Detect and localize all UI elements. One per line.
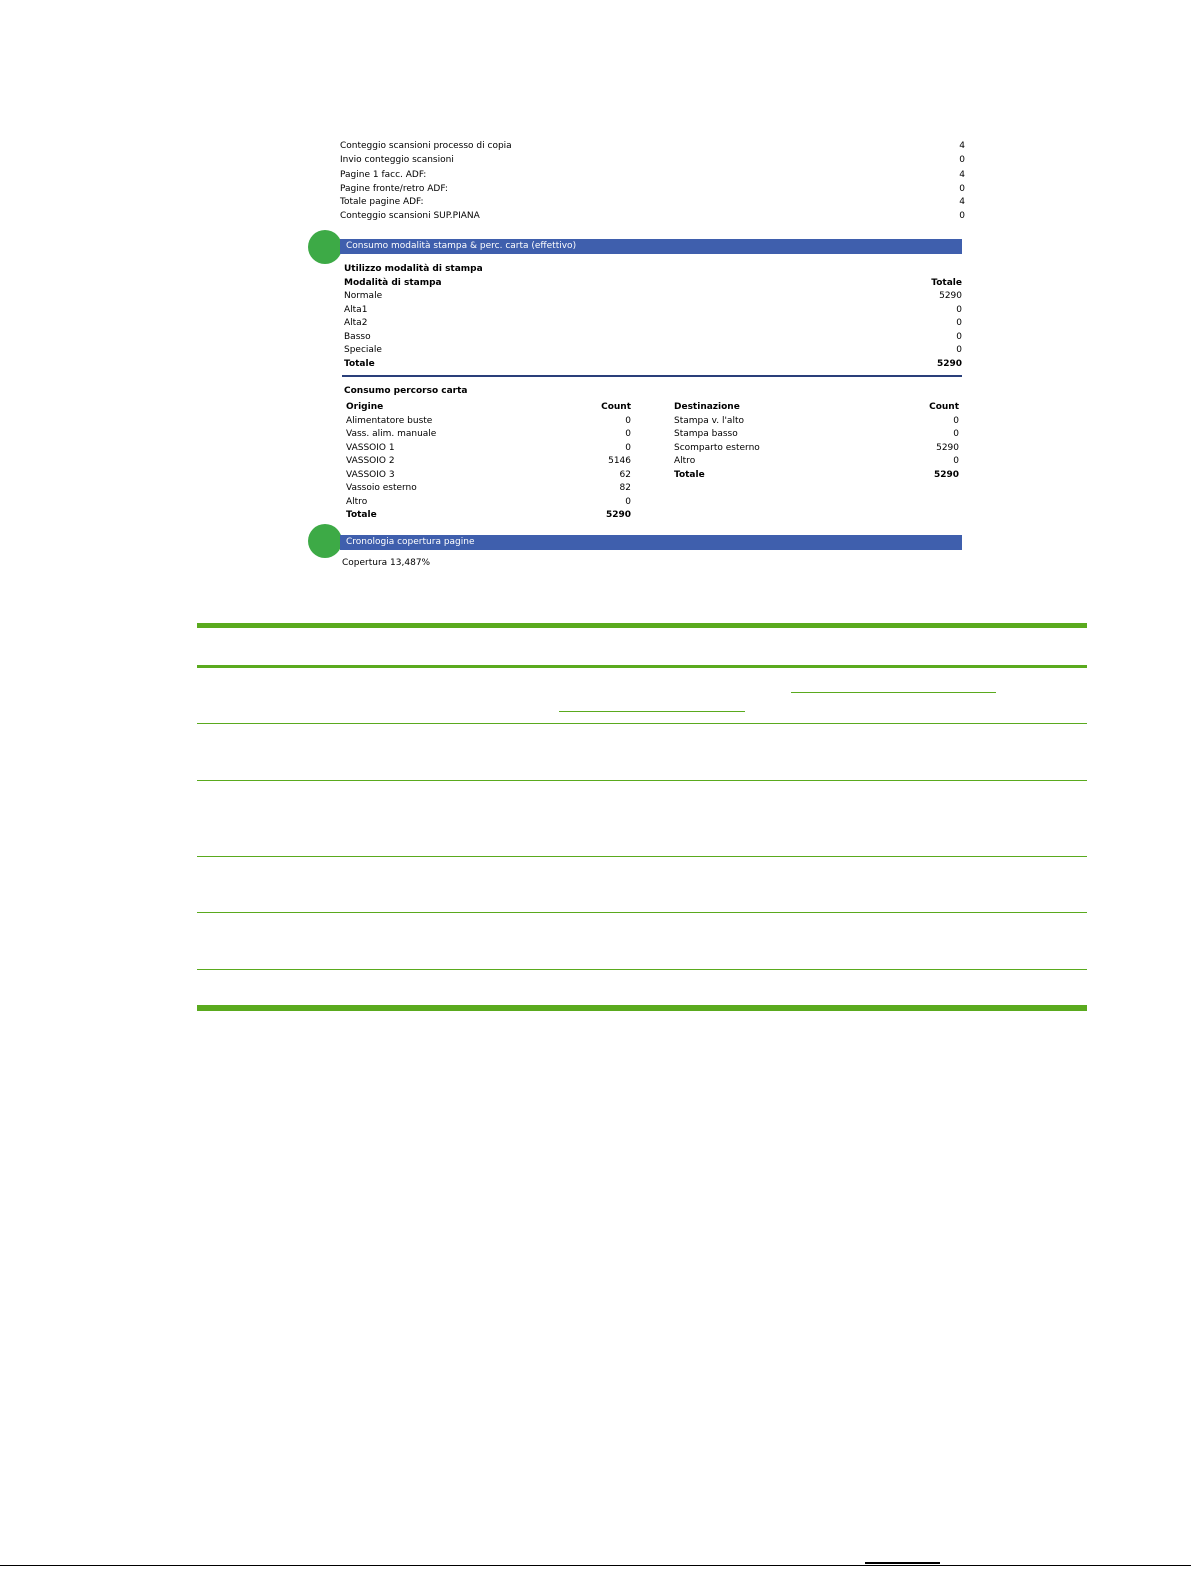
origin-table: [346, 401, 631, 523]
table-row-rule: [197, 912, 1087, 913]
counter-row: Pagine fronte/retro ADF: 0: [340, 183, 965, 194]
footer-mark: [865, 1562, 940, 1564]
print-mode-header: Modalità di stampa Totale: [344, 277, 962, 288]
section-header-print-mode: Consumo modalità stampa & perc. carta (effettivo): [340, 239, 962, 254]
scan-counters: [340, 140, 965, 223]
table-bottom-rule: [197, 1005, 1087, 1011]
origin-total: Totale 5290: [346, 510, 631, 520]
coverage-value: Copertura 13,487%: [342, 558, 431, 568]
counter-row: Pagine 1 facc. ADF: 4: [340, 170, 965, 180]
section-header-coverage: Cronologia copertura pagine: [340, 535, 962, 550]
page-footer-rule: [0, 1565, 1191, 1566]
print-mode-usage: [344, 263, 962, 371]
destination-total: Totale 5290: [674, 469, 959, 480]
destination-row: Altro 0: [674, 456, 959, 466]
section-divider: [342, 375, 962, 377]
destination-header: Destinazione Count: [674, 402, 959, 412]
counter-row: Conteggio scansioni processo di copia 4: [340, 141, 965, 151]
origin-row: VASSOIO 2 5146: [346, 456, 631, 466]
callout-marker-1: [308, 230, 342, 264]
print-mode-subtitle: Utilizzo modalità di stampa: [344, 264, 483, 274]
callout-marker-2: [308, 524, 342, 558]
print-mode-row: Normale 5290: [344, 291, 962, 301]
origin-row: VASSOIO 3 62: [346, 469, 631, 480]
counter-row: Conteggio scansioni SUP.PIANA 0: [340, 210, 965, 221]
destination-table: [674, 401, 959, 482]
destination-row: Scomparto esterno 5290: [674, 442, 959, 453]
origin-header: Origine Count: [346, 402, 631, 412]
print-mode-total: Totale 5290: [344, 358, 962, 369]
destination-row: Stampa v. l'alto 0: [674, 415, 959, 426]
counter-row: Totale pagine ADF: 4: [340, 197, 965, 207]
print-mode-row: Alta2 0: [344, 318, 962, 328]
origin-row: VASSOIO 1 0: [346, 442, 631, 453]
origin-row: Altro 0: [346, 496, 631, 507]
table-row-rule: [197, 969, 1087, 970]
print-mode-row: Alta1 0: [344, 304, 962, 315]
table-row-rule: [197, 780, 1087, 781]
origin-row: Vass. alim. manuale 0: [346, 429, 631, 439]
table-row-rule: [197, 723, 1087, 724]
origin-row: Alimentatore buste 0: [346, 415, 631, 426]
counter-row: Invio conteggio scansioni 0: [340, 154, 965, 165]
print-mode-row: Basso 0: [344, 331, 962, 342]
table-header-rule: [197, 665, 1087, 668]
origin-row: Vassoio esterno 82: [346, 483, 631, 493]
destination-row: Stampa basso 0: [674, 429, 959, 439]
paper-path-title: Consumo percorso carta: [344, 386, 468, 396]
table-top-rule: [197, 623, 1087, 628]
link-underline[interactable]: [559, 711, 745, 712]
link-underline[interactable]: [791, 692, 996, 693]
print-mode-row: Speciale 0: [344, 345, 962, 355]
table-row-rule: [197, 856, 1087, 857]
